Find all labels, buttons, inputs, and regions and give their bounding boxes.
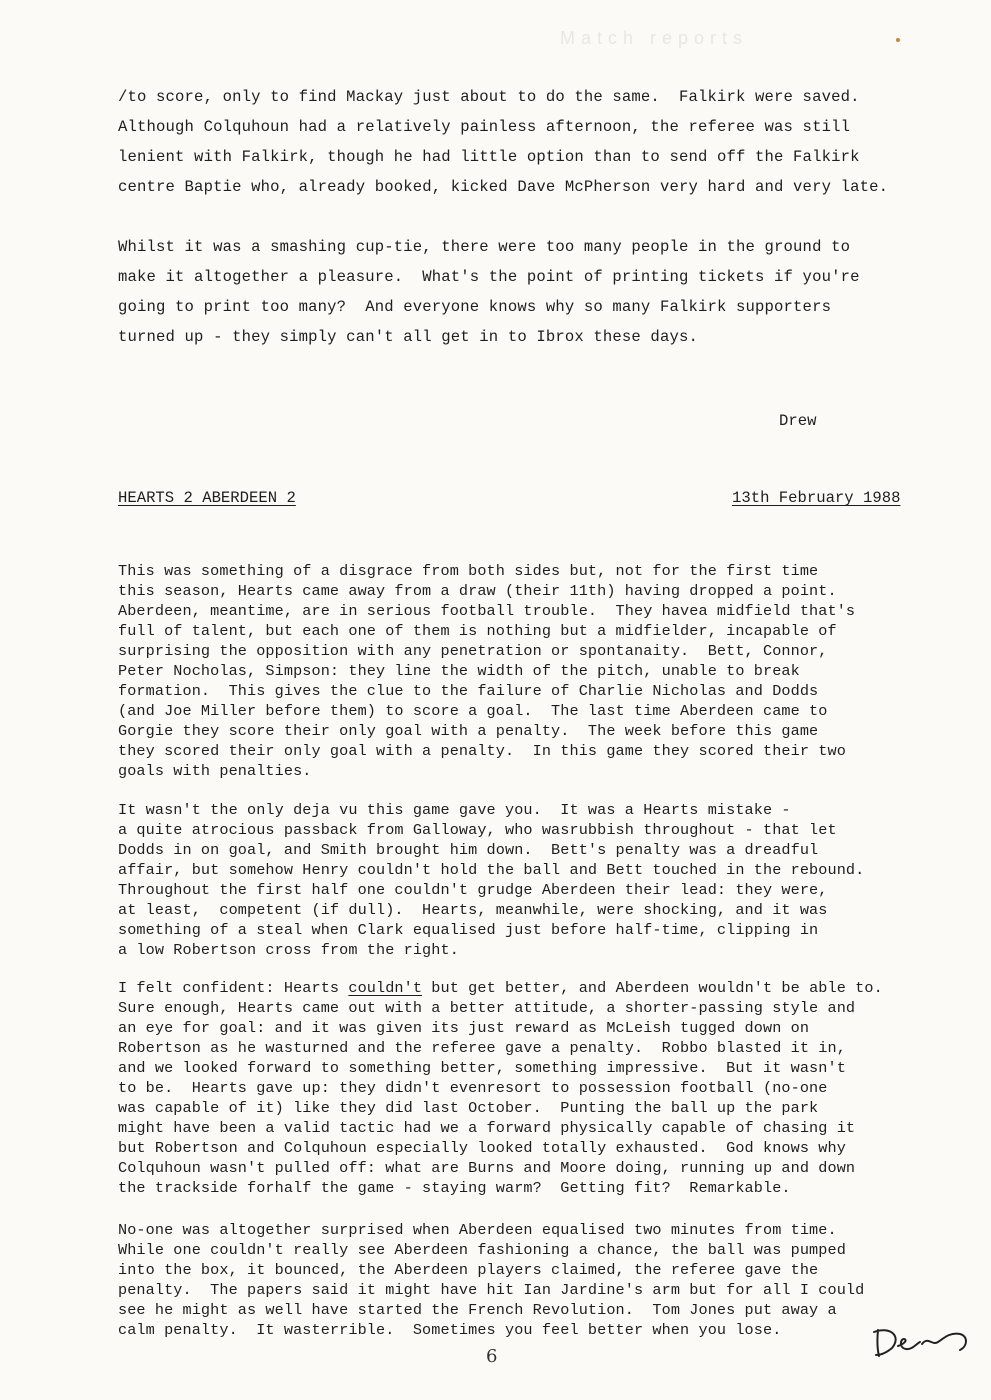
text-line: It wasn't the only deja vu this game gave you. It was a Hearts mistake - [118,801,791,819]
text-line: lenient with Falkirk, though he had little option than to send off the Falkirk [118,148,860,166]
emphasis-underlined: couldn't [348,979,423,997]
show-through-header: Match reports [560,28,749,48]
match-title: HEARTS 2 ABERDEEN 2 [118,489,296,507]
text-line: the trackside forhalf the game - staying warm? Getting fit? Remarkable. [118,1179,791,1197]
text-line: a quite atrocious passback from Galloway, who wasrubbish throughout - that let [118,821,837,839]
text-line: Whilst it was a smashing cup-tie, there were too many people in the ground to [118,238,851,256]
text-line: was capable of it) like they did last October. Punting the ball up the park [118,1099,819,1117]
text-line: goals with penalties. [118,762,312,780]
text-line: and we looked forward to something better, something impressive. But it wasn't [118,1059,846,1077]
text-line: see he might as well have started the French Revolution. Tom Jones put away a [118,1301,837,1319]
text-line: Peter Nocholas, Simpson: they line the width of the pitch, unable to break [118,662,800,680]
text-line: surprising the opposition with any penetration or spontanaity. Bett, Connor, [118,642,828,660]
text-line: Although Colquhoun had a relatively painless afternoon, the referee was still [118,118,851,136]
text-line: might have been a valid tactic had we a forward physically capable of chasing it [118,1119,856,1137]
text-line: to be. Hearts gave up: they didn't evenresort to possession football (no-one [118,1079,828,1097]
text-line: full of talent, but each one of them is nothing but a midfielder, incapable of [118,622,837,640]
text-fragment: I felt confident: Hearts [118,979,349,997]
text-line: into the box, it bounced, the Aberdeen players claimed, the referee gave the [118,1261,819,1279]
text-line: at least, competent (if dull). Hearts, meanwhile, were shocking, and it was [118,901,828,919]
text-line [118,981,883,996]
text-fragment: but get better, and Aberdeen wouldn't be able to. [422,979,883,997]
text-line: but Robertson and Colquhoun especially looked totally exhausted. God knows why [118,1139,846,1157]
text-line: penalty. The papers said it might have hit Ian Jardine's arm but for all I could [118,1281,865,1299]
text-line: calm penalty. It wasterrible. Sometimes you feel better when you lose. [118,1321,782,1339]
text-line: Robertson as he wasturned and the referee gave a penalty. Robbo blasted it in, [118,1039,846,1057]
text-line: Sure enough, Hearts came out with a better attitude, a shorter-passing style and [118,999,856,1017]
text-line: turned up - they simply can't all get in to Ibrox these days. [118,328,698,346]
text-line: This was something of a disgrace from both sides but, not for the first time [118,562,819,580]
text-line: Throughout the first half one couldn't grudge Aberdeen their lead: they were, [118,881,828,899]
text-line: centre Baptie who, already booked, kicked Dave McPherson very hard and very late. [118,178,889,196]
text-line: No-one was altogether surprised when Aberdeen equalised two minutes from time. [118,1221,837,1239]
text-line: an eye for goal: and it was given its just reward as McLeish tugged down on [118,1019,810,1037]
text-line: While one couldn't really see Aberdeen fashioning a chance, the ball was pumped [118,1241,846,1259]
text-line: (and Joe Miller before them) to score a goal. The last time Aberdeen came to [118,702,828,720]
text-line: formation. This gives the clue to the failure of Charlie Nicholas and Dodds [118,682,819,700]
handwritten-signature [868,1322,976,1362]
text-line: Aberdeen, meantime, are in serious football trouble. They havea midfield that's [118,602,856,620]
text-line: Dodds in on goal, and Smith brought him down. Bett's penalty was a dreadful [118,841,819,859]
text-line: something of a steal when Clark equalised just before half-time, clipping in [118,921,819,939]
author-signature: Drew [779,412,817,430]
text-line: /to score, only to find Mackay just about to do the same. Falkirk were saved. [118,88,860,106]
text-line: make it altogether a pleasure. What's the point of printing tickets if you're [118,268,860,286]
text-line: this season, Hearts came away from a draw (their 11th) having dropped a point. [118,582,837,600]
text-line: they scored their only goal with a penalty. In this game they scored their two [118,742,846,760]
text-line: going to print too many? And everyone knows why so many Falkirk supporters [118,298,832,316]
page-number: 6 [486,1346,498,1367]
ink-speck [896,38,900,42]
text-line: affair, but somehow Henry couldn't hold the ball and Bett touched in the rebound. [118,861,865,879]
text-line: a low Robertson cross from the right. [118,941,459,959]
text-line: Colquhoun wasn't pulled off: what are Burns and Moore doing, running up and down [118,1159,856,1177]
match-date: 13th February 1988 [732,489,901,507]
text-line: Gorgie they score their only goal with a penalty. The week before this game [118,722,819,740]
